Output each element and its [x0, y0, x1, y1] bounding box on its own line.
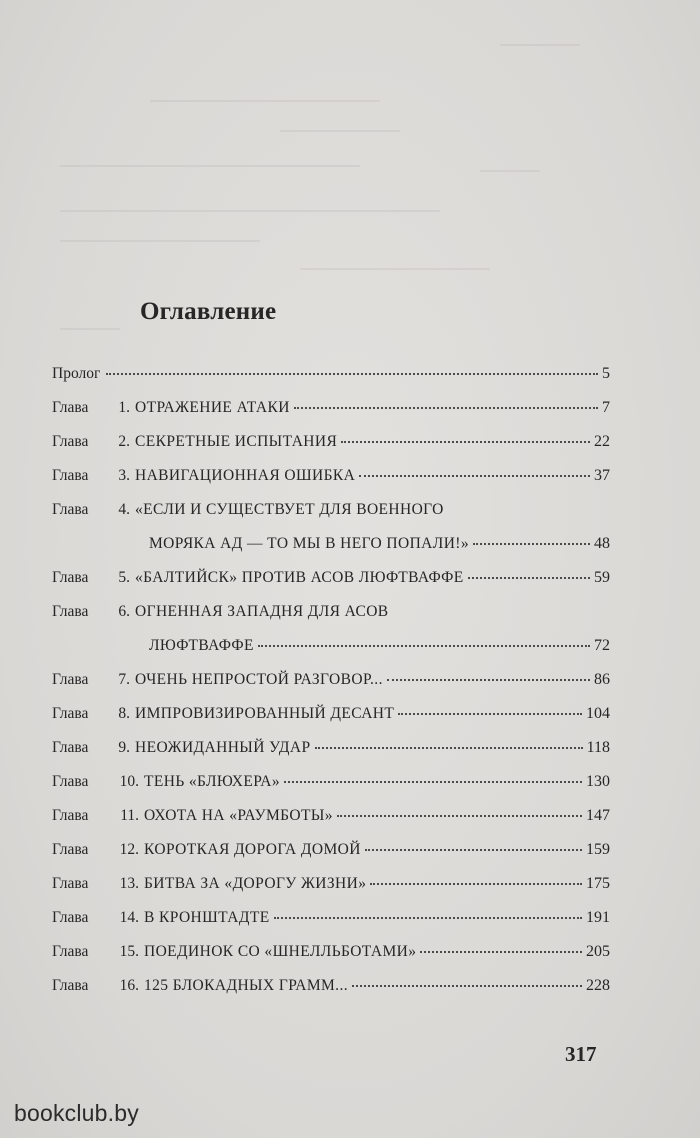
chapter-title: НАВИГАЦИОННАЯ ОШИБКА [135, 467, 356, 484]
chapter-number: 2. [118, 433, 130, 450]
toc-entry [52, 671, 610, 705]
entry-label: Глава [52, 705, 89, 722]
entry-page-number: 228 [586, 977, 610, 994]
dot-leader [258, 644, 590, 647]
toc-entry [52, 773, 610, 807]
chapter-title: 125 БЛОКАДНЫХ ГРАММ... [144, 977, 349, 994]
chapter-number: 3. [118, 467, 130, 484]
dot-leader [315, 746, 583, 749]
chapter-title: НЕОЖИДАННЫЙ УДАР [135, 739, 311, 756]
entry-page-number: 7 [602, 399, 610, 416]
entry-page-number: 86 [594, 671, 610, 688]
dot-leader [468, 576, 590, 579]
toc-entry [52, 875, 610, 909]
chapter-number: 16. [119, 977, 139, 994]
toc-entry [52, 535, 610, 569]
entry-page-number: 147 [586, 807, 610, 824]
toc-entry [52, 501, 610, 535]
dot-leader [294, 406, 598, 409]
toc-entry [52, 841, 610, 875]
toc-entry [52, 705, 610, 739]
entry-label: Глава [52, 739, 89, 756]
chapter-title: ПОЕДИНОК СО «ШНЕЛЛЬБОТАМИ» [144, 943, 417, 960]
toc-title: Оглавление [140, 298, 277, 325]
entry-page-number: 118 [586, 739, 610, 756]
entry-label: Глава [52, 433, 89, 450]
dot-leader [337, 814, 582, 817]
toc-entry [52, 603, 610, 637]
entry-label: Глава [52, 773, 89, 790]
toc-entry [52, 943, 610, 977]
chapter-number: 14. [119, 909, 139, 926]
entry-label: Глава [52, 399, 89, 416]
dot-leader [365, 848, 582, 851]
chapter-number: 9. [118, 739, 130, 756]
dot-leader [352, 984, 582, 987]
entry-label: Глава [52, 943, 89, 960]
entry-page-number: 5 [602, 365, 610, 382]
chapter-number: 12. [119, 841, 139, 858]
entry-label: Глава [52, 841, 89, 858]
chapter-title: МОРЯКА АД — ТО МЫ В НЕГО ПОПАЛИ!» [149, 535, 469, 552]
toc-entry [52, 365, 610, 399]
entry-label: Глава [52, 569, 89, 586]
chapter-number: 4. [118, 501, 130, 518]
entry-page-number: 175 [586, 875, 610, 892]
chapter-title: СЕКРЕТНЫЕ ИСПЫТАНИЯ [135, 433, 338, 450]
dot-leader [106, 372, 598, 375]
entry-label: Глава [52, 977, 89, 994]
chapter-number: 11. [120, 807, 139, 824]
chapter-title: БИТВА ЗА «ДОРОГУ ЖИЗНИ» [144, 875, 367, 892]
toc-entry [52, 807, 610, 841]
entry-page-number: 48 [594, 535, 610, 552]
entry-page-number: 205 [586, 943, 610, 960]
dot-leader [274, 916, 582, 919]
chapter-number: 15. [119, 943, 139, 960]
dot-leader [473, 542, 590, 545]
entry-page-number: 159 [586, 841, 610, 858]
chapter-title: «ЕСЛИ И СУЩЕСТВУЕТ ДЛЯ ВОЕННОГО [135, 501, 444, 518]
entry-label: Глава [52, 603, 89, 620]
entry-label: Пролог [52, 365, 101, 382]
chapter-number: 7. [118, 671, 130, 688]
watermark: bookclub.by [14, 1100, 139, 1126]
dot-leader [387, 678, 590, 681]
entry-page-number: 59 [594, 569, 610, 586]
toc-list [52, 365, 610, 1011]
toc-entry [52, 739, 610, 773]
dot-leader [420, 950, 582, 953]
toc-entry [52, 467, 610, 501]
entry-label: Глава [52, 671, 89, 688]
chapter-title: ОТРАЖЕНИЕ АТАКИ [135, 399, 290, 416]
chapter-number: 10. [119, 773, 139, 790]
entry-label: Глава [52, 875, 89, 892]
show-through-text [0, 0, 700, 380]
dot-leader [284, 780, 582, 783]
chapter-title: ЛЮФТВАФФЕ [149, 637, 254, 654]
toc-entry [52, 909, 610, 943]
chapter-number: 1. [118, 399, 130, 416]
toc-entry [52, 977, 610, 1011]
entry-label: Глава [52, 501, 89, 518]
entry-label: Глава [52, 909, 89, 926]
dot-leader [341, 440, 590, 443]
entry-page-number: 22 [594, 433, 610, 450]
chapter-title: ОЧЕНЬ НЕПРОСТОЙ РАЗГОВОР... [135, 671, 383, 688]
chapter-number: 5. [118, 569, 130, 586]
toc-entry [52, 399, 610, 433]
chapter-title: В КРОНШТАДТЕ [144, 909, 270, 926]
chapter-title: ТЕНЬ «БЛЮХЕРА» [144, 773, 281, 790]
toc-entry [52, 637, 610, 671]
page-number: 317 [565, 1042, 597, 1066]
chapter-title: ОХОТА НА «РАУМБОТЫ» [144, 807, 333, 824]
chapter-number: 13. [119, 875, 139, 892]
dot-leader [359, 474, 590, 477]
entry-page-number: 104 [586, 705, 610, 722]
entry-page-number: 72 [594, 637, 610, 654]
entry-label: Глава [52, 467, 89, 484]
dot-leader [370, 882, 582, 885]
toc-entry [52, 569, 610, 603]
entry-page-number: 37 [594, 467, 610, 484]
chapter-title: ОГНЕННАЯ ЗАПАДНЯ ДЛЯ АСОВ [135, 603, 389, 620]
toc-entry [52, 433, 610, 467]
chapter-title: «БАЛТИЙСК» ПРОТИВ АСОВ ЛЮФТВАФФЕ [135, 569, 464, 586]
entry-page-number: 130 [586, 773, 610, 790]
dot-leader [398, 712, 582, 715]
chapter-number: 6. [118, 603, 130, 620]
chapter-title: КОРОТКАЯ ДОРОГА ДОМОЙ [144, 841, 361, 858]
chapter-number: 8. [118, 705, 130, 722]
entry-label: Глава [52, 807, 89, 824]
chapter-title: ИМПРОВИЗИРОВАННЫЙ ДЕСАНТ [135, 705, 395, 722]
entry-page-number: 191 [586, 909, 610, 926]
